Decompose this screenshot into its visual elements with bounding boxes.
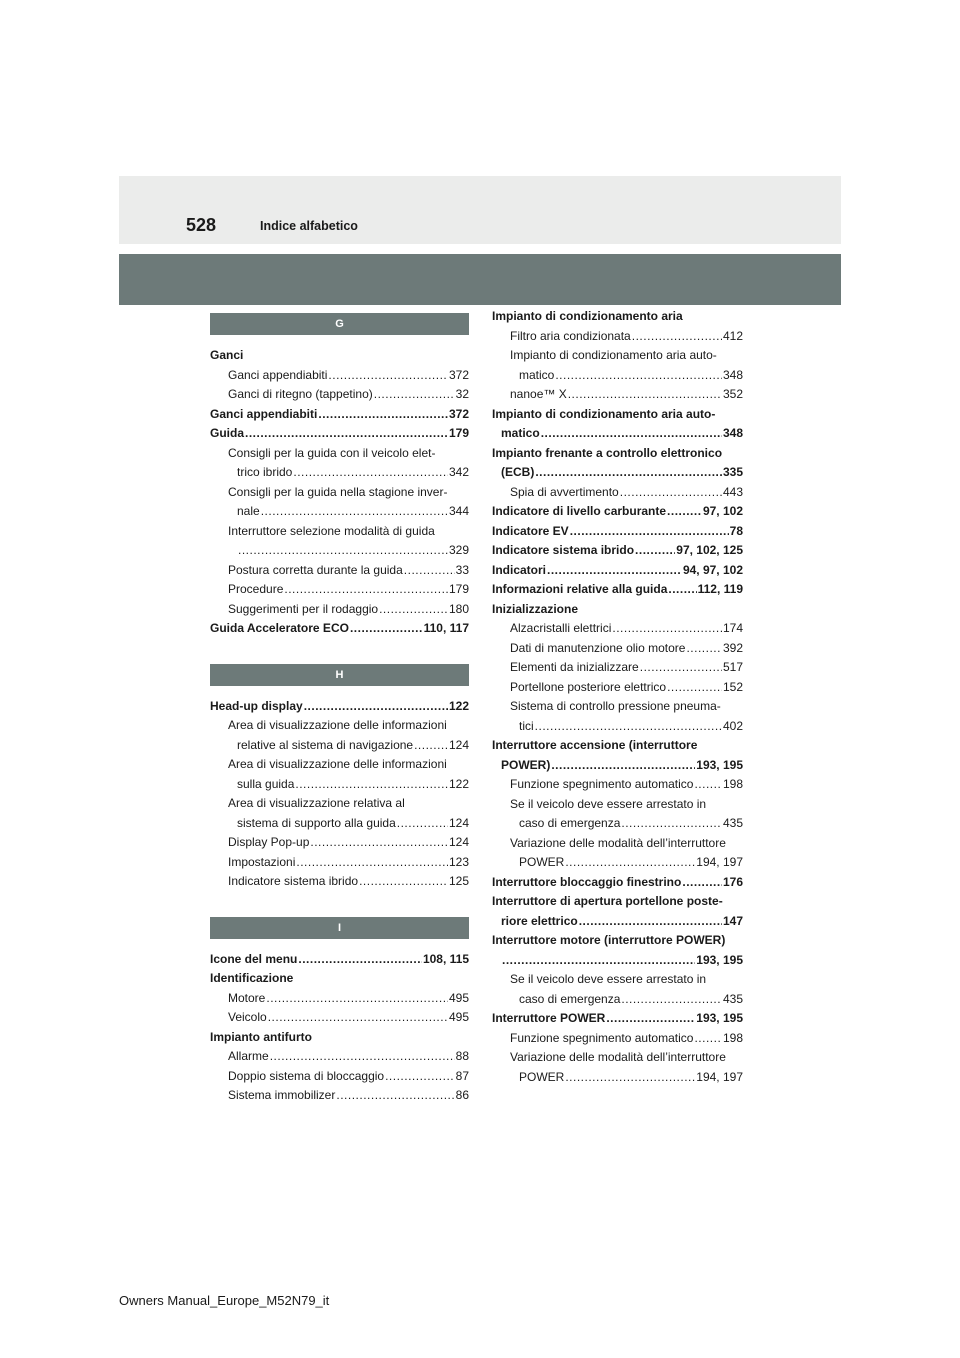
index-entry-page: 344 (448, 504, 469, 518)
index-entry (492, 912, 743, 932)
index-entry-page: 97, 102, 125 (676, 543, 743, 557)
index-entry-text: Ganci (210, 348, 244, 362)
index-entry (210, 619, 469, 639)
dot-leader (336, 1086, 454, 1106)
dot-leader (295, 775, 448, 795)
index-entry-page: 495 (448, 990, 469, 1005)
index-entry-page: 78 (729, 523, 743, 538)
index-entry (492, 366, 743, 386)
index-entry-page: 179 (448, 582, 469, 596)
index-entry (492, 853, 743, 873)
dot-leader (621, 990, 722, 1010)
index-entry-text: caso di emergenza (519, 991, 621, 1006)
index-entry-page: 348 (722, 426, 743, 440)
dot-leader (374, 385, 455, 405)
dot-leader (310, 833, 448, 853)
index-entry (210, 989, 469, 1009)
index-entry-text: Impianto frenante a controllo elettronico (492, 445, 723, 460)
index-entry-page: 435 (722, 816, 743, 830)
index-entry-text: tici (519, 718, 534, 733)
index-entry (492, 873, 743, 893)
index-entry-text: caso di emergenza (519, 816, 621, 830)
index-entry (492, 561, 743, 581)
index-entry-text: Impianto antifurto (210, 1029, 312, 1044)
dot-leader (606, 1009, 695, 1029)
index-entry-page: 372 (448, 406, 469, 421)
index-entry-page: 193, 195 (696, 757, 743, 772)
dot-leader (640, 658, 722, 678)
index-entry (210, 561, 469, 581)
dot-leader (304, 697, 448, 717)
index-entry (210, 736, 469, 756)
index-entry (492, 834, 743, 854)
index-entry (210, 1047, 469, 1067)
index-entry (210, 463, 469, 483)
index-entry-page: 87 (455, 1068, 469, 1083)
dot-leader (298, 950, 422, 970)
index-entry-text: Inizializzazione (492, 601, 579, 616)
index-entry-text: POWER (519, 855, 565, 869)
index-column-right (492, 307, 743, 1087)
index-entry-text: Funzione spegnimento automatico (510, 1030, 694, 1045)
index-entry-page: 88 (455, 1049, 469, 1063)
index-entry (492, 990, 743, 1010)
index-entry-text: Sistema immobilizer (228, 1088, 336, 1102)
index-entry-text: matico (519, 367, 555, 382)
dot-leader (404, 561, 455, 581)
index-entry-page: 147 (722, 913, 743, 928)
index-entry-page: 194, 197 (696, 855, 743, 869)
index-list-g (210, 346, 469, 639)
index-entry (210, 1028, 469, 1048)
index-entry-text: Interruttore bloccaggio finestrino (492, 874, 682, 889)
index-entry (210, 385, 469, 405)
dot-leader (551, 756, 695, 776)
index-entry-text: Guida Acceleratore ECO (210, 621, 349, 635)
index-entry (210, 775, 469, 795)
index-entry (492, 463, 743, 483)
index-entry-text: Motore (228, 990, 266, 1005)
index-entry-text: riore elettrico (501, 913, 578, 928)
index-entry-page: 94, 97, 102 (682, 562, 743, 577)
index-entry-text: Interruttore accensione (interruttore (492, 738, 698, 752)
index-entry (492, 346, 743, 366)
dot-leader (667, 678, 722, 698)
index-entry-text: Ganci appendiabiti (210, 406, 318, 421)
index-entry-page: 112, 119 (697, 582, 743, 596)
index-list-h (210, 697, 469, 892)
dot-leader (266, 989, 448, 1009)
index-entry (492, 951, 743, 971)
index-entry-text: Interruttore di apertura portellone poste- (492, 894, 723, 908)
index-entry (210, 346, 469, 366)
dot-leader (397, 814, 448, 834)
index-entry (210, 853, 469, 873)
index-entry (492, 892, 743, 912)
dot-leader (565, 853, 695, 873)
index-entry-text: Ganci appendiabiti (228, 367, 328, 382)
index-entry-text: Area di visualizzazione delle informazioni (228, 757, 447, 771)
index-entry (210, 950, 469, 970)
index-entry-page: 110, 117 (423, 621, 469, 635)
index-entry-text: Spia di avvertimento (510, 484, 619, 499)
index-entry (492, 1029, 743, 1049)
index-entry-text: Suggerimenti per il rodaggio (228, 601, 379, 616)
dot-leader (261, 502, 448, 522)
index-entry-page: 180 (448, 601, 469, 616)
index-entry-text: Icone del menu (210, 951, 298, 966)
index-entry (492, 775, 743, 795)
index-entry-text: Indicatore EV (492, 523, 569, 538)
page-number: 528 (186, 215, 217, 235)
index-entry-text: Area di visualizzazione relativa al (228, 796, 405, 810)
dot-leader (379, 600, 448, 620)
index-entry-page: 32 (455, 387, 469, 401)
index-entry-text: matico (501, 426, 540, 440)
index-entry-page: 443 (722, 484, 743, 499)
dot-leader (667, 502, 702, 522)
index-list-right (492, 307, 743, 1087)
dot-leader (541, 424, 722, 444)
index-entry (492, 580, 743, 600)
index-entry-text: Procedure (228, 582, 284, 596)
dot-leader (621, 814, 722, 834)
index-entry-page: 412 (722, 328, 743, 343)
index-entry (492, 502, 743, 522)
dot-leader (568, 385, 722, 405)
index-entry-page: 124 (448, 835, 469, 849)
index-entry-page: 392 (722, 640, 743, 655)
index-entry-page: 198 (722, 777, 743, 791)
index-entry-text: Indicatore sistema ibrido (492, 543, 635, 557)
dot-leader (270, 1047, 455, 1067)
index-entry (210, 814, 469, 834)
index-entry-text: Impianto di condizionamento aria (492, 309, 683, 323)
index-entry-text: nanoe™ X (510, 387, 567, 401)
index-entry-text: Portellone posteriore elettrico (510, 679, 667, 694)
index-entry (492, 327, 743, 347)
dot-leader (318, 405, 448, 425)
index-entry (492, 658, 743, 678)
index-entry-page: 33 (455, 562, 469, 577)
index-entry-text: Funzione spegnimento automatico (510, 777, 694, 791)
index-entry-text: Se il veicolo deve essere arrestato in (510, 972, 707, 986)
index-entry-text: Interruttore POWER (492, 1011, 606, 1025)
index-entry-text: (ECB) (501, 465, 535, 479)
index-entry-page: 372 (448, 367, 469, 382)
index-entry (210, 872, 469, 892)
index-entry-page: 124 (448, 737, 469, 752)
index-entry-text: sulla guida (237, 776, 295, 791)
index-entry-text: Identificazione (210, 971, 294, 985)
index-entry-page: 179 (448, 426, 469, 440)
index-list-i (210, 950, 469, 1106)
dot-leader (565, 1068, 695, 1088)
index-entry (210, 424, 469, 444)
header-band (119, 176, 841, 244)
index-entry-text: Sistema di controllo pressione pneuma- (510, 699, 721, 713)
dot-leader (612, 619, 722, 639)
index-entry (492, 970, 743, 990)
index-entry-text: Impianto di condizionamento aria auto- (510, 348, 717, 362)
index-entry (492, 1048, 743, 1068)
index-entry-text: sistema di supporto alla guida (237, 815, 396, 830)
index-entry-page: 176 (722, 874, 743, 889)
index-entry-page: 86 (455, 1088, 469, 1102)
index-entry-text: Variazione delle modalità dell’interruttore (510, 835, 726, 850)
letter-heading-h: H (210, 664, 469, 686)
footer-manual-id: Owners Manual_Europe_M52N79_it (119, 1293, 330, 1308)
index-entry-text: Informazioni relative alla guida (492, 582, 668, 596)
index-entry-page: 124 (448, 815, 469, 830)
dot-leader (579, 912, 722, 932)
dot-leader (328, 366, 448, 386)
index-entry-page: 335 (722, 465, 743, 479)
dot-leader (694, 1029, 722, 1049)
index-entry (492, 639, 743, 659)
index-entry (492, 1009, 743, 1029)
index-entry-text: Dati di manutenzione olio motore (510, 640, 686, 655)
index-entry (492, 424, 743, 444)
index-entry-page: 122 (448, 698, 469, 713)
index-entry-page: 194, 197 (696, 1069, 743, 1084)
index-entry-text: Elementi da inizializzare (510, 660, 639, 674)
index-entry-text: Head-up display (210, 698, 303, 713)
index-entry (492, 1068, 743, 1088)
index-entry-text: Display Pop-up (228, 835, 310, 849)
dot-leader (284, 580, 448, 600)
index-entry-text: Area di visualizzazione delle informazioni (228, 718, 447, 732)
dot-leader (385, 1067, 455, 1087)
index-entry-text: Variazione delle modalità dell’interruttore (510, 1050, 726, 1064)
index-entry (210, 697, 469, 717)
index-entry-text: Veicolo (228, 1010, 267, 1024)
index-entry (492, 756, 743, 776)
index-entry (210, 1086, 469, 1106)
index-entry-page: 402 (722, 718, 743, 733)
index-entry (492, 405, 743, 425)
index-entry (210, 1008, 469, 1028)
index-entry (210, 755, 469, 775)
index-entry-page: 125 (448, 874, 469, 888)
index-entry-text: Doppio sistema di bloccaggio (228, 1068, 385, 1083)
index-entry (210, 405, 469, 425)
index-entry-text: Impostazioni (228, 854, 296, 869)
dot-leader (535, 717, 722, 737)
index-entry-page: 152 (722, 679, 743, 694)
dot-leader (238, 541, 448, 561)
index-entry-text: Impianto di condizionamento aria auto- (492, 406, 716, 421)
index-entry (492, 717, 743, 737)
index-entry-text: Interruttore motore (interruttore POWER) (492, 933, 726, 947)
index-entry (210, 600, 469, 620)
letter-heading-g: G (210, 313, 469, 335)
index-entry (492, 931, 743, 951)
index-entry-page: 122 (448, 776, 469, 791)
index-entry-page: 352 (722, 387, 743, 401)
index-entry-page: 123 (448, 854, 469, 869)
index-entry (492, 619, 743, 639)
index-entry-page: 435 (722, 991, 743, 1006)
dot-leader (296, 853, 448, 873)
index-entry-text: Consigli per la guida nella stagione inver- (228, 484, 448, 499)
dot-leader (414, 736, 448, 756)
index-entry (492, 697, 743, 717)
index-entry (492, 814, 743, 834)
index-entry-page: 329 (448, 543, 469, 557)
dot-leader (502, 951, 695, 971)
index-entry (492, 444, 743, 464)
index-entry-text: Filtro aria condizionata (510, 328, 631, 343)
index-entry-text: Consigli per la guida con il veicolo elet- (228, 445, 436, 460)
index-entry (210, 580, 469, 600)
letter-heading-i: I (210, 917, 469, 939)
index-entry (492, 483, 743, 503)
index-entry-text: Guida (210, 426, 245, 440)
section-title: Indice alfabetico (260, 219, 358, 233)
index-entry (210, 833, 469, 853)
index-entry (492, 678, 743, 698)
index-entry (492, 541, 743, 561)
index-entry-page: 495 (448, 1010, 469, 1024)
index-entry-text: Indicatori (492, 562, 547, 577)
index-entry (210, 444, 469, 464)
header-dark-band (119, 254, 841, 305)
dot-leader (620, 483, 722, 503)
dot-leader (635, 541, 675, 561)
index-entry (492, 522, 743, 542)
index-entry-text: Ganci di ritegno (tappetino) (228, 387, 373, 401)
dot-leader (694, 775, 722, 795)
index-entry-text: trico ibrido (237, 465, 293, 479)
index-entry-page: 342 (448, 465, 469, 479)
dot-leader (547, 561, 682, 581)
dot-leader (535, 463, 722, 483)
index-entry-page: 348 (722, 367, 743, 382)
index-entry (210, 716, 469, 736)
dot-leader (682, 873, 722, 893)
index-entry (492, 307, 743, 327)
index-column-left (210, 307, 469, 1106)
index-entry (210, 541, 469, 561)
index-entry (210, 969, 469, 989)
index-entry (492, 385, 743, 405)
index-entry-page: 193, 195 (696, 952, 743, 967)
index-entry-text: relative al sistema di navigazione (237, 737, 414, 752)
dot-leader (350, 619, 423, 639)
index-entry-text: Interruttore selezione modalità di guida (228, 523, 435, 538)
index-entry (210, 794, 469, 814)
dot-leader (686, 639, 722, 659)
index-entry-text: Postura corretta durante la guida (228, 562, 403, 577)
dot-leader (632, 327, 722, 347)
dot-leader (359, 872, 448, 892)
index-entry-text: POWER (519, 1069, 565, 1084)
index-entry (210, 1067, 469, 1087)
index-entry-text: Indicatore di livello carburante (492, 504, 667, 518)
dot-leader (245, 424, 448, 444)
index-entry (492, 600, 743, 620)
index-entry (492, 736, 743, 756)
index-entry (492, 795, 743, 815)
dot-leader (555, 366, 722, 386)
dot-leader (268, 1008, 448, 1028)
dot-leader (570, 522, 729, 542)
index-entry-text: Indicatore sistema ibrido (228, 874, 359, 888)
index-entry (210, 366, 469, 386)
index-entry-page: 198 (722, 1030, 743, 1045)
index-entry-page: 97, 102 (702, 504, 743, 518)
index-entry-page: 174 (722, 621, 743, 635)
index-entry (210, 522, 469, 542)
index-entry-text: Allarme (228, 1049, 269, 1063)
index-entry-page: 193, 195 (696, 1011, 743, 1025)
index-entry-text: Alzacristalli elettrici (510, 621, 612, 635)
index-entry-text: POWER) (501, 757, 551, 772)
index-entry-page: 517 (722, 660, 743, 674)
index-entry-page: 108, 115 (422, 951, 469, 966)
index-entry-text: nale (237, 504, 260, 518)
dot-leader (668, 580, 696, 600)
index-entry (210, 502, 469, 522)
index-entry-text: Se il veicolo deve essere arrestato in (510, 796, 707, 811)
dot-leader (293, 463, 448, 483)
index-entry (210, 483, 469, 503)
